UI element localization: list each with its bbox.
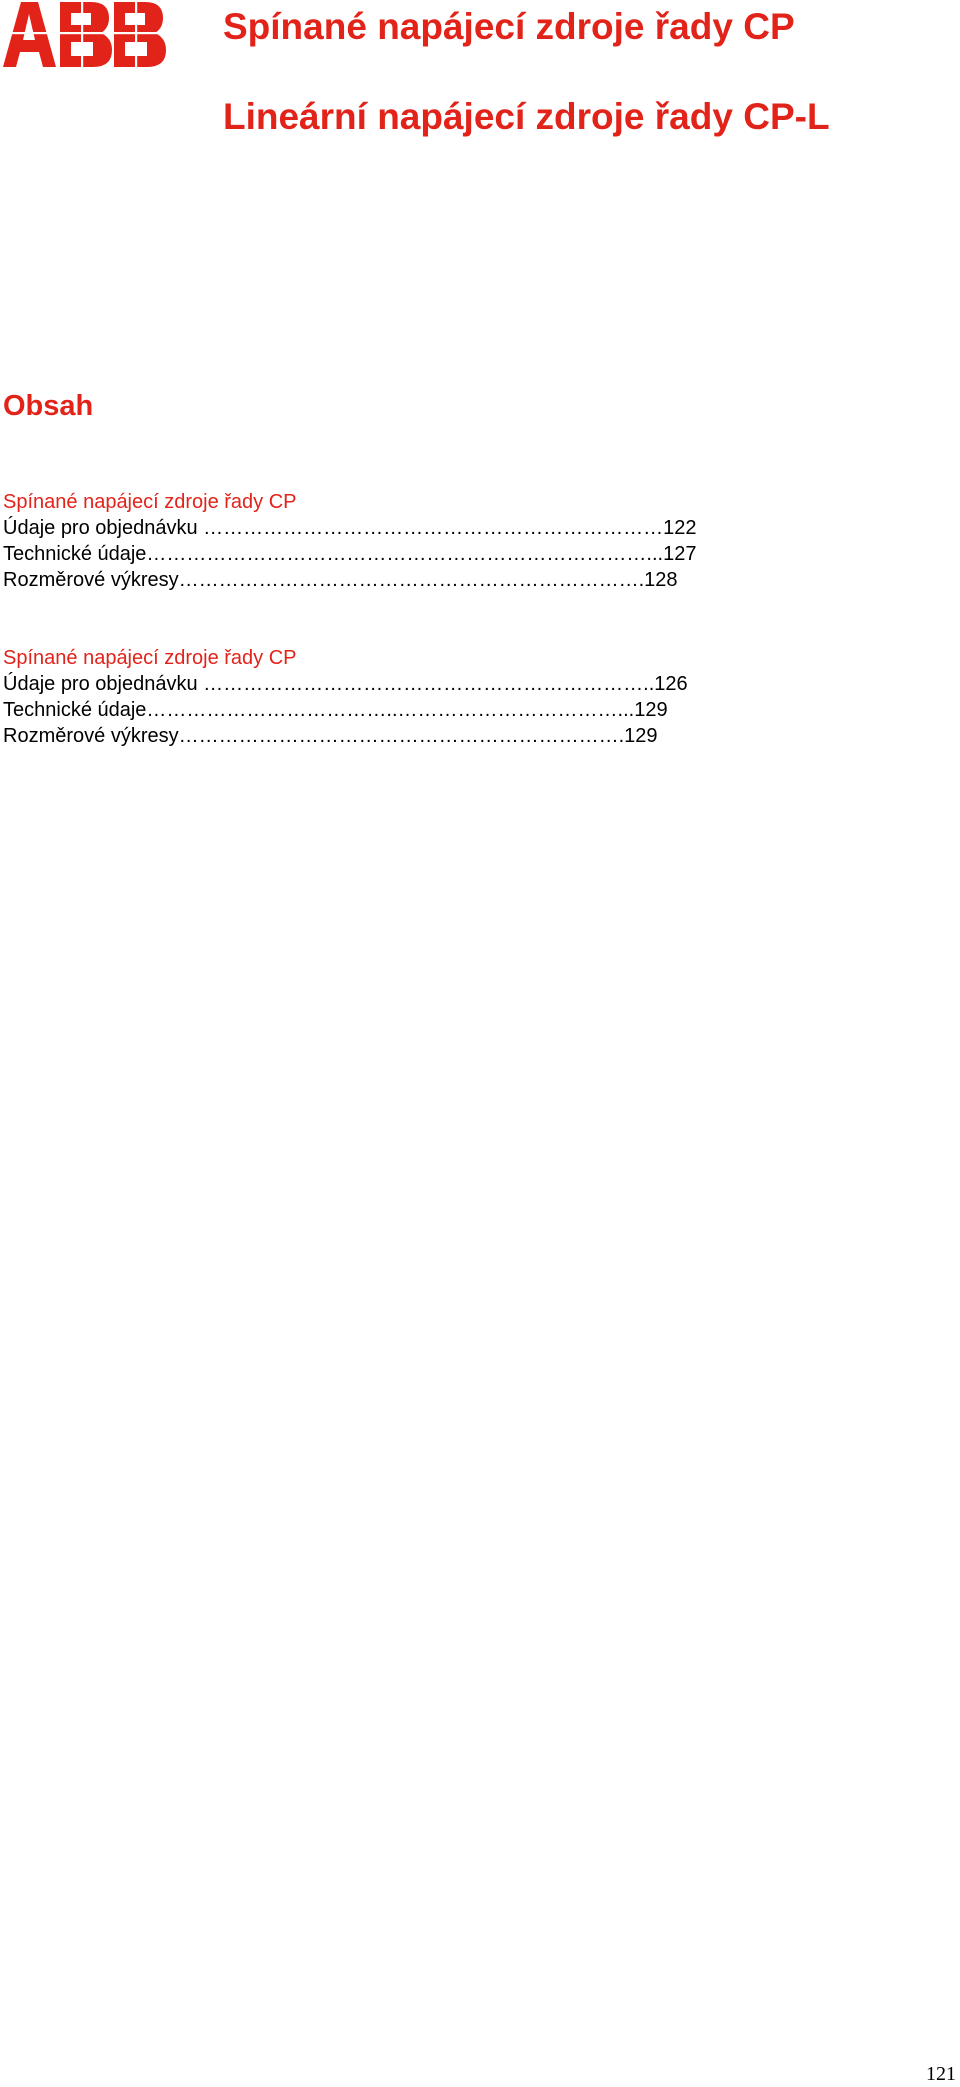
toc-section-title: Spínané napájecí zdroje řady CP	[3, 647, 297, 669]
toc-entry-order-data[interactable]: Údaje pro objednávku ……………………………………………………………122	[3, 517, 697, 539]
toc-section	[3, 489, 943, 593]
toc-entry-technical-data[interactable]: Technické údaje…………………………………………………………………...127	[3, 543, 697, 565]
toc-heading: Obsah	[3, 390, 94, 422]
page-number: 121	[926, 2063, 956, 2085]
toc-entry-dimension-drawings[interactable]: Rozměrové výkresy…………………………………………………………….128	[3, 569, 678, 591]
toc-section-title: Spínané napájecí zdroje řady CP	[3, 491, 297, 513]
document-title: Spínané napájecí zdroje řady CP	[223, 6, 795, 47]
toc-section	[3, 645, 943, 749]
toc-entry-technical-data[interactable]: Technické údaje………………………………..……………………………...129	[3, 699, 668, 721]
abb-logo	[3, 2, 166, 67]
document-subtitle: Lineární napájecí zdroje řady CP-L	[223, 96, 830, 137]
toc-entry-dimension-drawings[interactable]: Rozměrové výkresy………………………………………………………….129	[3, 725, 658, 747]
toc-entry-order-data[interactable]: Údaje pro objednávku …………………………………………………………..126	[3, 673, 688, 695]
